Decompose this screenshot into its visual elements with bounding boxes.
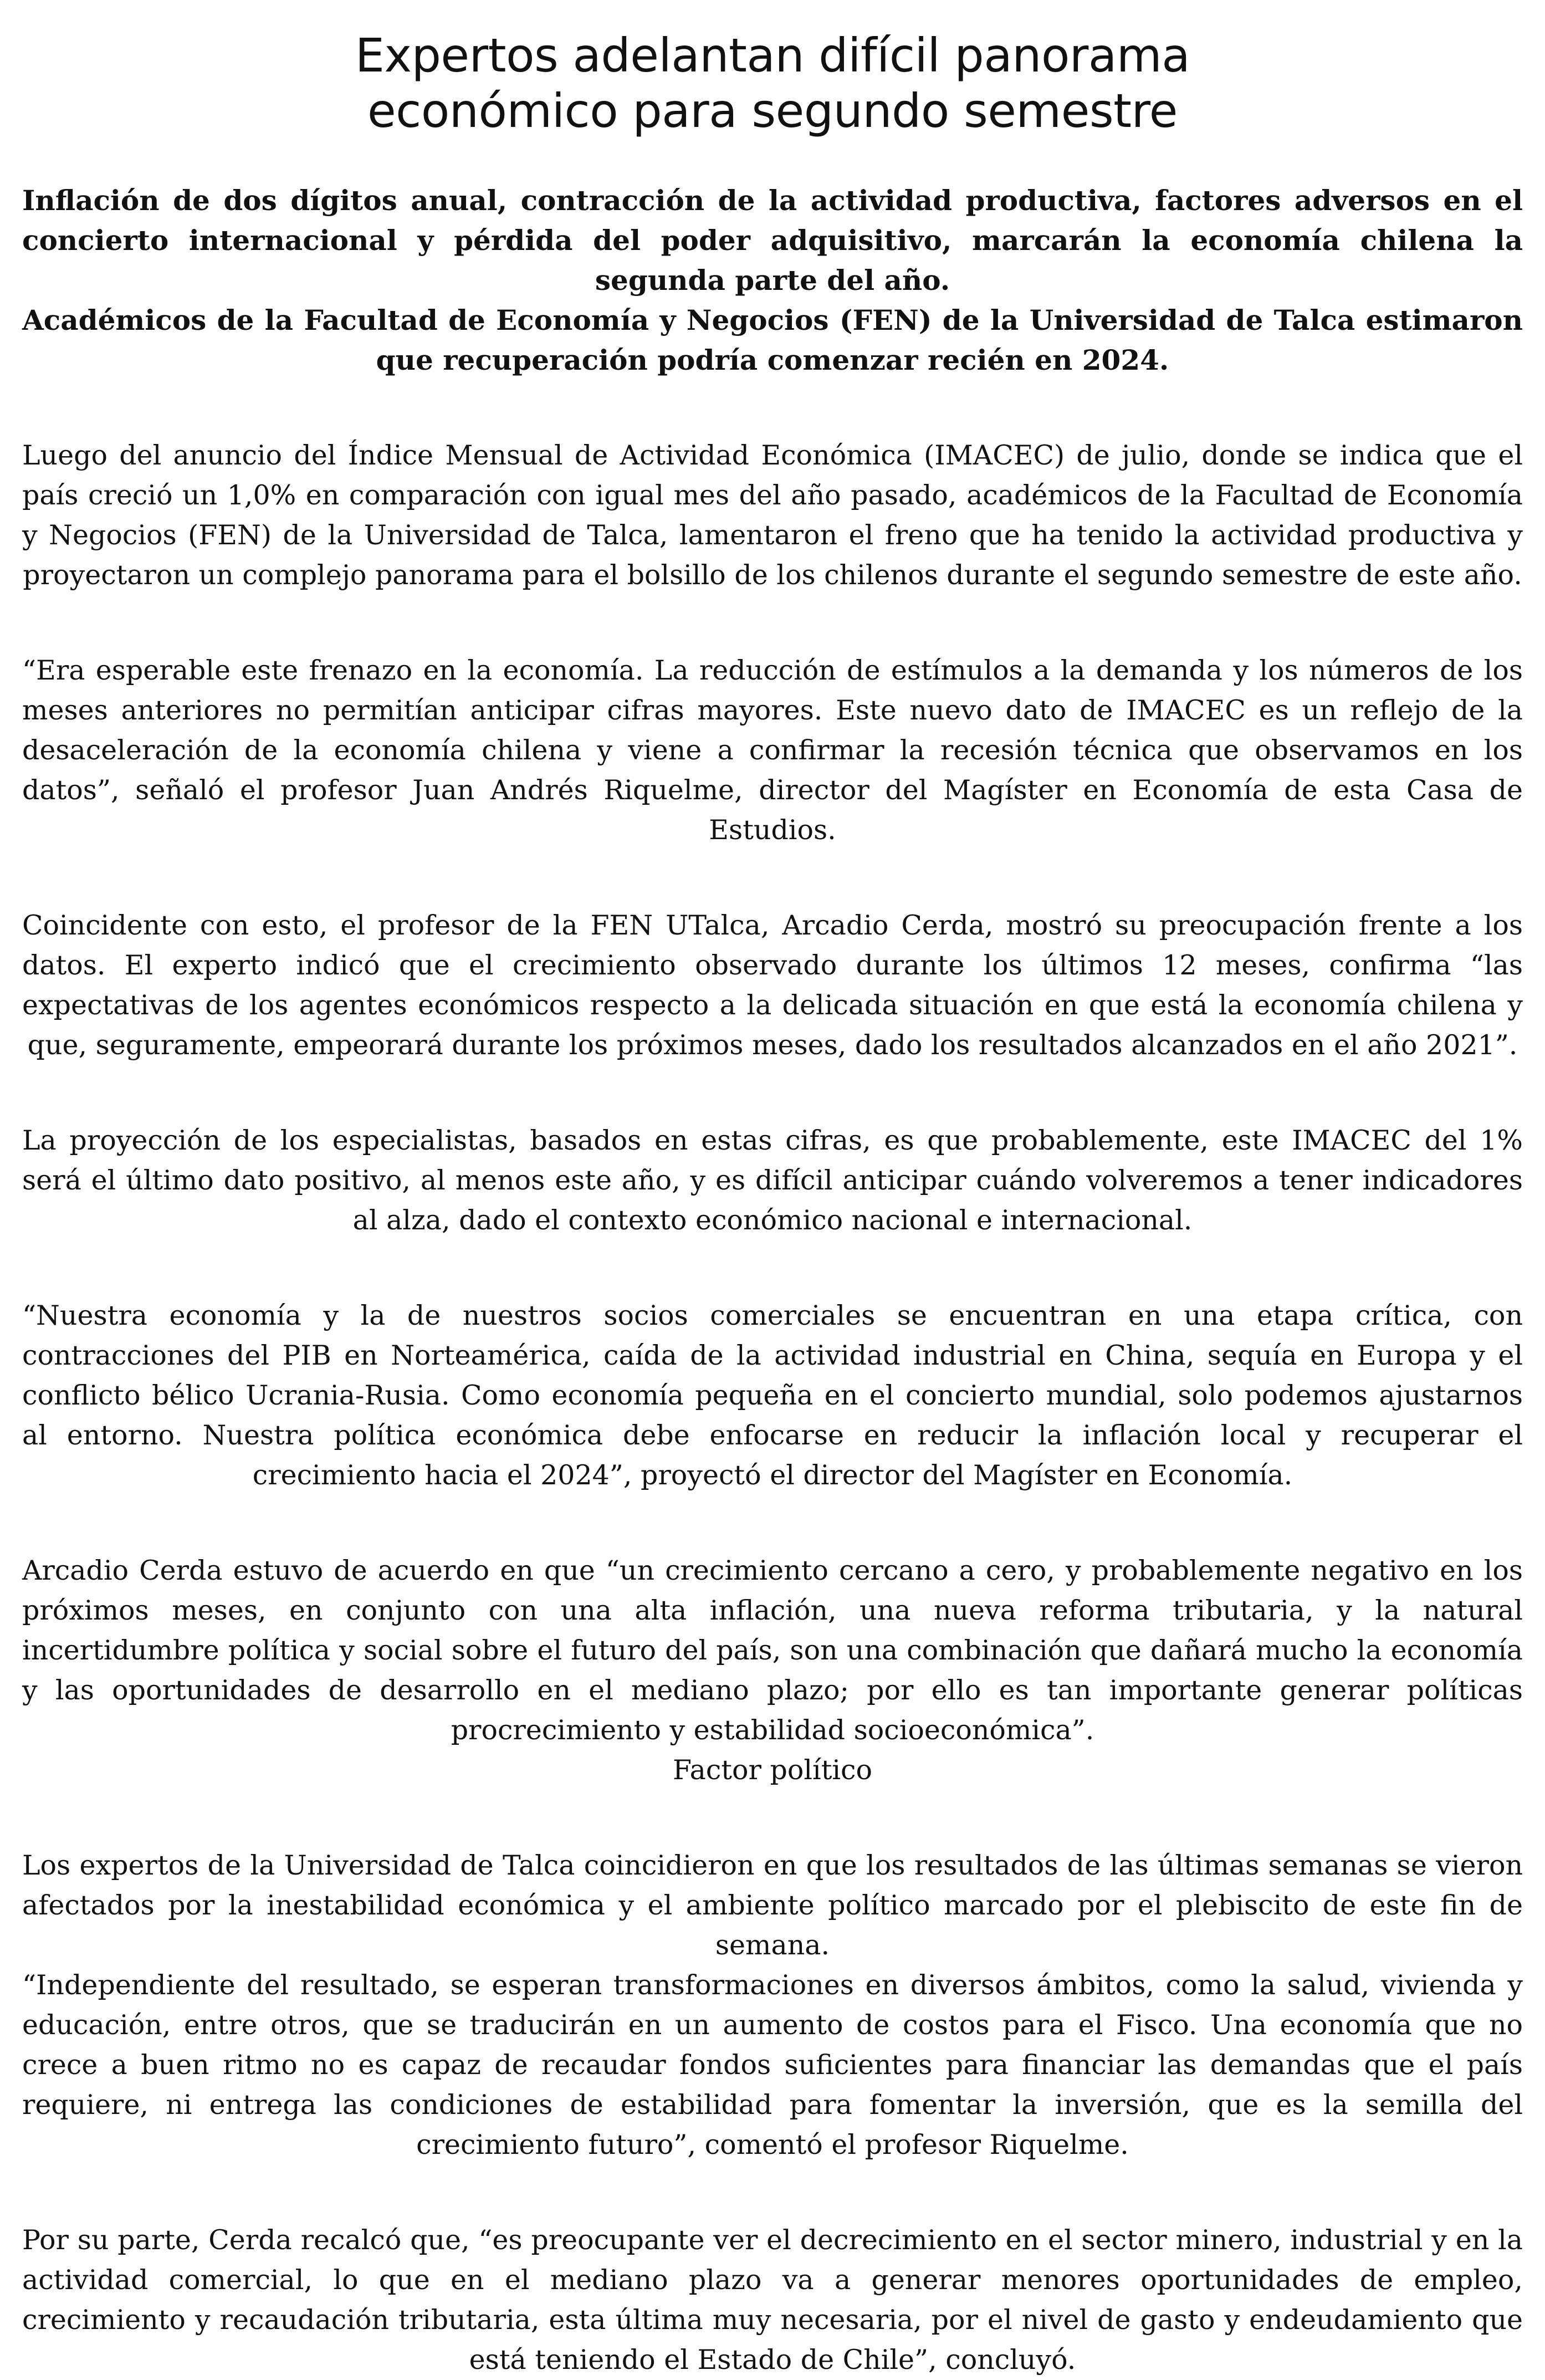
body-paragraph-5: “Nuestra economía y la de nuestros socios comerciales se encuentran en una etapa crítica, con contracciones del PIB en Norteamérica, caída de la actividad industrial en China, sequía en Europa y el conflicto bélico Ucrania-Rusia. Como economía pequeña en el concierto mundial, solo podemos ajustarnos al entorno. Nuestra política económica debe enfocarse en reducir la inflación local y recuperar el crecimiento hacia el 2024”, proyectó el director del Magíster en Economía. [22, 1300, 1523, 1491]
section-subheading: Factor político [672, 1754, 873, 1786]
lead-paragraph-1: Inflación de dos dígitos anual, contracción de la actividad productiva, factores adversos en el concierto internacional y pérdida del poder adquisitivo, marcarán la economía chilena la segunda parte del año. [22, 184, 1523, 297]
title-line-2: económico para segundo semestre [367, 84, 1178, 138]
body-paragraph-2: “Era esperable este frenazo en la economía. La reducción de estímulos a la demanda y los números de los meses anteriores no permitían anticipar cifras mayores. Este nuevo dato de IMACEC es un reflejo de la desaceleración de la economía chilena y viene a confirmar la recesión técnica que observamos en los datos”, señaló el profesor Juan Andrés Riquelme, director del Magíster en Economía de esta Casa de Estudios. [22, 655, 1523, 846]
body-paragraph-6: Arcadio Cerda estuvo de acuerdo en que “un crecimiento cercano a cero, y probablemente negativo en los próximos meses, en conjunto con una alta inflación, una nueva reforma tributaria, y la natural incertidumbre política y social sobre el futuro del país, son una combinación que dañará mucho la economía y las oportunidades de desarrollo en el mediano plazo; por ello es tan importante generar políticas procrecimiento y estabilidad socioeconómica”. [22, 1555, 1523, 1746]
body-paragraph-3: Coincidente con esto, el profesor de la FEN UTalca, Arcadio Cerda, mostró su preocupación frente a los datos. El experto indicó que el crecimiento observado durante los últimos 12 meses, confirma “las expectativas de los agentes económicos respecto a la delicada situación en que está la economía chilena y que, seguramente, empeorará durante los próximos meses, dado los resultados alcanzados en el año 2021”. [22, 910, 1523, 1061]
lead-paragraph-2: Académicos de la Facultad de Economía y Negocios (FEN) de la Universidad de Talca estimaron que recuperación podría comenzar recién en 2024. [22, 304, 1523, 376]
article-title [22, 28, 1523, 139]
body-paragraph-7: Los expertos de la Universidad de Talca coincidieron en que los resultados de las últimas semanas se vieron afectados por la inestabilidad económica y el ambiente político marcado por el plebiscito de este fin de semana. [22, 1850, 1523, 1961]
body-paragraph-4: La proyección de los especialistas, basados en estas cifras, es que probablemente, este IMACEC del 1% será el último dato positivo, al menos este año, y es difícil anticipar cuándo volveremos a tener indicadores al alza, dado el contexto económico nacional e internacional. [22, 1125, 1523, 1236]
body-paragraph-8: “Independiente del resultado, se esperan transformaciones en diversos ámbitos, como la salud, vivienda y educación, entre otros, que se traducirán en un aumento de costos para el Fisco. Una economía que no crece a buen ritmo no es capaz de recaudar fondos suficientes para financiar las demandas que el país requiere, ni entrega las condiciones de estabilidad para fomentar la inversión, que es la semilla del crecimiento futuro”, comentó el profesor Riquelme. [22, 1969, 1523, 2161]
body-paragraph-1: Luego del anuncio del Índice Mensual de Actividad Económica (IMACEC) de julio, donde se indica que el país creció un 1,0% en comparación con igual mes del año pasado, académicos de la Facultad de Economía y Negocios (FEN) de la Universidad de Talca, lamentaron el freno que ha tenido la actividad productiva y proyectaron un complejo panorama para el bolsillo de los chilenos durante el segundo semestre de este año. [22, 440, 1523, 591]
body-paragraph-9: Por su parte, Cerda recalcó que, “es preocupante ver el decrecimiento en el sector minero, industrial y en la actividad comercial, lo que en el mediano plazo va a generar menores oportunidades de empleo, crecimiento y recaudación tributaria, esta última muy necesaria, por el nivel de gasto y endeudamiento que está teniendo el Estado de Chile”, concluyó. [22, 2224, 1523, 2376]
title-line-1: Expertos adelantan difícil panorama [355, 28, 1190, 83]
